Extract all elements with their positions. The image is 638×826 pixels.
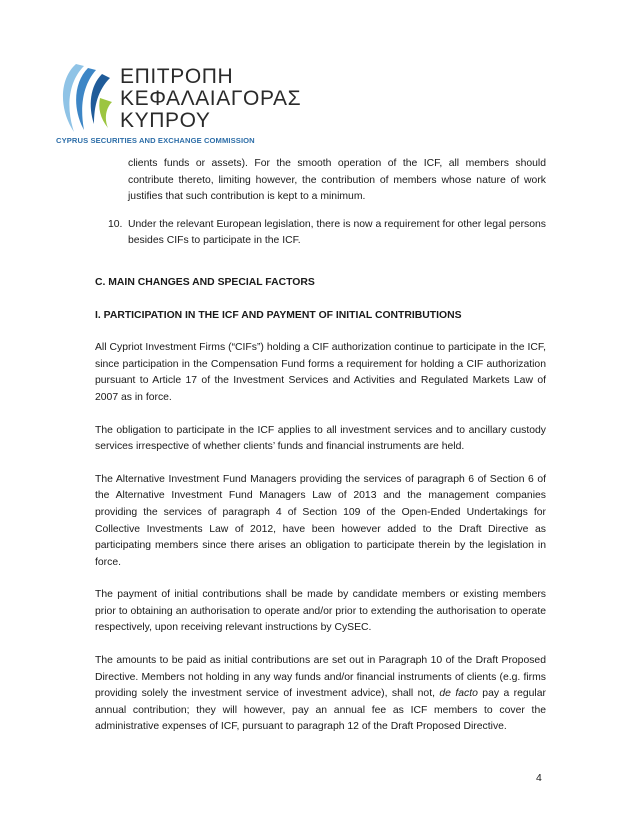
paragraph-2: The obligation to participate in the ICF applies to all investment services and to ancillary custody services irrespective of whether clients’ funds and financial instruments are held. bbox=[95, 424, 546, 453]
list-item-number: 10. bbox=[108, 218, 123, 230]
paragraph-5-part-b: pay a regular annual contribution; they will however, pay an annual fee as ICF members to cover the administrative expenses of ICF, pursuant to paragraph 12 of the Draft Proposed Directive. bbox=[95, 688, 546, 733]
section-i-heading: I. PARTICIPATION IN THE ICF AND PAYMENT OF INITIAL CONTRIBUTIONS bbox=[95, 309, 462, 321]
logo-line-2: ΚΕΦΑΛΑΙΑΓΟΡΑΣ bbox=[120, 87, 302, 110]
paragraph-5-part-a: The amounts to be paid as initial contributions are set out in Paragraph 10 of the Draft Proposed Directive. Members not holding in any way funds and/or financial instruments of clients (e.g. firms providing solely the investment service of investment advice), shall not, bbox=[95, 655, 546, 700]
continued-paragraph: clients funds or assets). For the smooth operation of the ICF, all members should contribute thereto, limiting however, the contribution of members whose nature of work justifies that such contribution is kept to a minimum. bbox=[128, 158, 546, 203]
cysec-logo bbox=[54, 58, 344, 150]
logo-line-1: ΕΠΙΤΡΟΠΗ bbox=[120, 65, 234, 88]
paragraph-5 bbox=[95, 653, 546, 736]
document-body bbox=[95, 156, 546, 736]
logo-subtitle: CYPRUS SECURITIES AND EXCHANGE COMMISSION bbox=[56, 136, 255, 145]
paragraph-5-italic: de facto bbox=[439, 688, 478, 700]
list-item-text: Under the relevant European legislation, there is now a requirement for other legal persons besides CIFs to participate in the ICF. bbox=[128, 218, 546, 247]
paragraph-3: The Alternative Investment Fund Managers providing the services of paragraph 6 of Section 6 of the Alternative Investment Fund Managers Law of 2013 and the management companies providing the services of paragraph 4 of Section 109 of the Open-Ended Undertakings for Collective Investments Law of 2012, have been however added to the Draft Directive as participating members since there arises an obligation to participate therein by the legislation in force. bbox=[95, 473, 546, 568]
section-c-heading: C. MAIN CHANGES AND SPECIAL FACTORS bbox=[95, 276, 315, 288]
logo-line-3: ΚΥΠΡΟΥ bbox=[120, 109, 211, 132]
paragraph-4: The payment of initial contributions shall be made by candidate members or existing members prior to obtaining an authorisation to operate and/or prior to extending the authorisation to operate respectively, upon receiving relevant instructions by CySEC. bbox=[95, 589, 546, 634]
cysec-emblem-icon bbox=[54, 58, 118, 138]
paragraph-1: All Cypriot Investment Firms (“CIFs”) holding a CIF authorization continue to participate in the ICF, since participation in the Compensation Fund forms a requirement for holding a CIF authorization pursuant to Article 17 of the Investment Services and Activities and Regulated Markets Law of 2007 as in force. bbox=[95, 342, 546, 403]
list-item-10 bbox=[95, 217, 546, 250]
page-number: 4 bbox=[536, 773, 542, 784]
